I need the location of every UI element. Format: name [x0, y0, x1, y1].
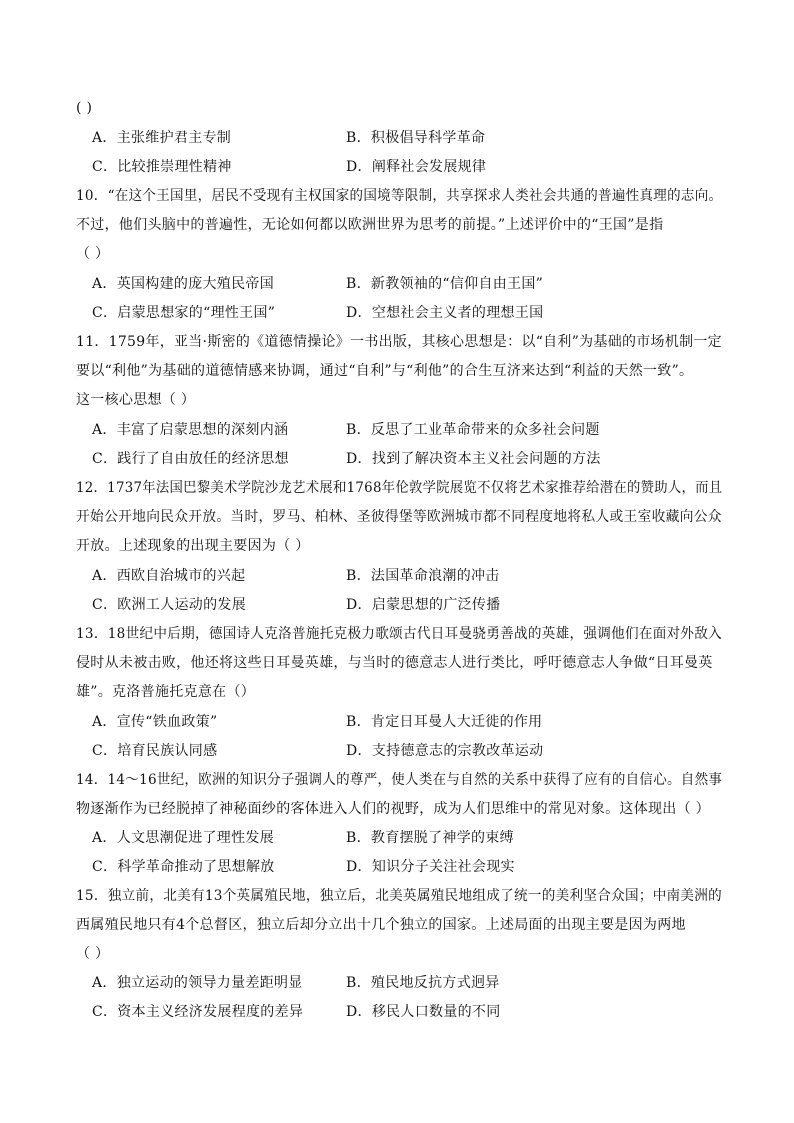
q15-option-b: B．殖民地反抗方式迥异 — [346, 975, 500, 991]
q12-option-a: A．西欧自治城市的兴起 — [92, 568, 246, 584]
q15-option-d: D．移民人口数量的不同 — [346, 1004, 501, 1020]
q11-stem-line-3: 这一核心思想（ ） — [76, 392, 196, 408]
q13-option-b: B．肯定日耳曼人大迁徙的作用 — [346, 714, 543, 730]
q9-option-d: D．阐释社会发展规律 — [346, 159, 487, 175]
q13-option-a: A．宣传“铁血政策” — [92, 714, 218, 730]
q14-option-a: A．人文思潮促进了理性发展 — [92, 830, 275, 846]
q11-option-c: C．践行了自由放任的经济思想 — [92, 451, 289, 467]
q10-stem-line-3: （ ） — [76, 246, 110, 262]
q10-option-b: B．新教领袖的“信仰自由王国” — [346, 276, 544, 292]
q15-option-a: A．独立运动的领导力量差距明显 — [92, 975, 303, 991]
q14-option-c: C．科学革命推动了思想解放 — [92, 859, 275, 875]
q10-stem-line-1: 10．“在这个王国里，居民不受现有主权国家的国境等限制，共享探求人类社会共通的普遍性真理的志向。 — [76, 188, 723, 204]
q14-option-b: B．教育摆脱了神学的束缚 — [346, 830, 514, 846]
q13-option-d: D．支持德意志的宗教改革运动 — [346, 743, 544, 759]
q9-option-a: A．主张维护君主专制 — [92, 130, 232, 146]
q13-stem-line-1: 13．18世纪中后期，德国诗人克洛普施托克极力歌颂古代日耳曼骁勇善战的英雄，强调他们在面对外敌入 — [76, 626, 723, 642]
q11-option-b: B．反思了工业革命带来的众多社会问题 — [346, 422, 600, 438]
q13-stem-line-2: 侵时从未被击败，他还将这些日耳曼英雄，与当时的德意志人进行类比，呼吁德意志人争做“日耳曼英 — [76, 655, 713, 671]
q12-stem-line-1: 12．1737年法国巴黎美术学院沙龙艺术展和1768年伦敦学院展览不仅将艺术家推荐给潜在的赞助人，而且 — [76, 480, 723, 496]
q9-option-b: B．积极倡导科学革命 — [346, 130, 486, 146]
q10-option-c: C．启蒙思想家的“理性王国” — [92, 305, 276, 321]
q15-option-c: C．资本主义经济发展程度的差异 — [92, 1004, 304, 1020]
q11-option-d: D．找到了解决资本主义社会问题的方法 — [346, 451, 601, 467]
q11-stem-line-1: 11．1759年，亚当·斯密的《道德情操论》一书出版，其核心思想是：以“自利”为基础的市场机制一定 — [76, 334, 722, 350]
q12-option-d: D．启蒙思想的广泛传播 — [346, 597, 501, 613]
q15-stem-line-3: （ ） — [76, 946, 110, 962]
q12-stem-line-2: 开始公开地向民众开放。当时，罗马、柏林、圣彼得堡等欧洲城市都不同程度地将私人或王室收藏向公众 — [76, 509, 722, 525]
q10-option-a: A．英国构建的庞大殖民帝国 — [92, 276, 275, 292]
q14-option-d: D．知识分子关注社会现实 — [346, 859, 515, 875]
q11-stem-line-2: 要以“利他”为基础的道德情感来协调，通过“自利”与“利他”的合生互济来达到“利益的天然一致”。 — [76, 363, 694, 379]
q15-stem-line-2: 西属殖民地只有4个总督区，独立后却分立出十几个独立的国家。上述局面的出现主要是因为两地 — [76, 917, 686, 933]
q12-option-b: B．法国革命浪潮的冲击 — [346, 568, 500, 584]
q10-stem-line-2: 不过，他们头脑中的普遍性，无论如何都以欧洲世界为思考的前提。”上述评价中的“王国”是指 — [76, 217, 664, 233]
q15-stem-line-1: 15．独立前，北美有13个英属殖民地，独立后，北美英属殖民地组成了统一的美利坚合众国；中南美洲的 — [76, 888, 723, 904]
q13-option-c: C．培育民族认同感 — [92, 743, 218, 759]
answer-paren: ( ) — [76, 100, 93, 116]
q11-option-a: A．丰富了启蒙思想的深刻内涵 — [92, 422, 289, 438]
q9-option-c: C．比较推崇理性精神 — [92, 159, 232, 175]
q14-stem-line-1: 14．14～16世纪，欧洲的知识分子强调人的尊严，使人类在与自然的关系中获得了应有的自信心。自然事 — [76, 772, 723, 788]
q12-option-c: C．欧洲工人运动的发展 — [92, 597, 247, 613]
q13-stem-line-3: 雄”。克洛普施托克意在（） — [76, 684, 256, 700]
q14-stem-line-2: 物逐渐作为已经脱掉了神秘面纱的客体进入人们的视野，成为人们思维中的常见对象。这体现出（ ） — [76, 801, 710, 817]
q12-stem-line-3: 开放。上述现象的出现主要因为（ ） — [76, 538, 310, 554]
q10-option-d: D．空想社会主义者的理想王国 — [346, 305, 544, 321]
